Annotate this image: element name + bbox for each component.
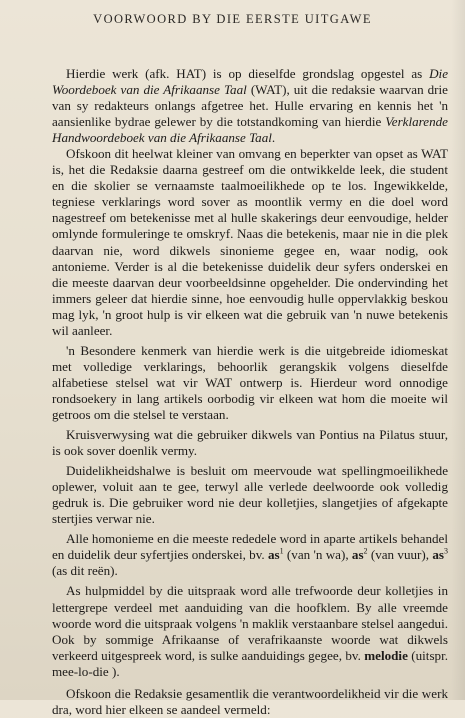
paragraph-5: Duidelikheidshalwe is besluit om meervoude wat spellingmoeilikhede oplewer, voluit aan te gee, terwyl alle verlede deelwoorde ook volledig gedruk is. Die gebruiker word nie deur kolletjies, slangetjies of afgekapte stertjies verwar nie.: [52, 463, 448, 527]
p6-headword-as2: as: [351, 547, 364, 563]
p1-title-hat: Verklarende Handwoordeboek van die Afrikaanse Taal: [52, 114, 448, 146]
paragraph-7: [52, 583, 448, 679]
p6-text-a: Alle homonieme en die meeste rededele word in aparte artikels behandel en duidelik deur syfertjies onderskei, bv.: [52, 531, 448, 563]
paragraph-1: [52, 66, 448, 146]
paragraph-4: Kruisverwysing wat die gebruiker dikwels van Pontius na Pilatus stuur, is ook sover doenlik vermy.: [52, 427, 448, 459]
preface-body: [52, 66, 448, 718]
running-head-title: VOORWOORD BY DIE EERSTE UITGAWE: [93, 12, 372, 26]
p1-text-e: .: [271, 130, 276, 146]
p6-headword-as3: as: [432, 547, 444, 563]
p6-superscript-1: 1: [279, 547, 284, 556]
paragraph-2: Ofskoon dit heelwat kleiner van omvang en beperkter van opset as WAT is, het die Redaksie daarna gestreef om die ontwikkelde leek, die student en die skolier se vernaamste taalmoeilikhede op te los. Ingewikkelde, tegniese verklarings word sover as moontlik vermy en die doel word nagestreef om betekenisse met al hulle skakerings deur eenvoudige, helder omlynde formuleringe te omskryf. Naas die betekenis, maar nie in die plek daarvan nie, word dikwels sinonieme gegee en, waar nodig, ook antonieme. Verder is al die betekenisse duidelik deur syfers onderskei en die meeste daarvan deur voorbeeldsinne opgehelder. Die ondervinding het immers geleer dat hierdie sinne, hoe eenvoudig hulle oppervlakkig beskou mag lyk, 'n groot hulp is vir elkeen wat die gebruik van 'n nuwe betekenis wil aanleer.: [52, 146, 448, 338]
paragraph-6: [52, 531, 448, 579]
p6-headword-as1: as: [267, 547, 280, 563]
paragraph-3: 'n Besondere kenmerk van hierdie werk is die uitgebreide idiomeskat met volledige verklarings, behoorlik gerangskik volgens dieselfde alfabetiese stelsel wat vir WAT ontwerp is. Hierdeur word onnodige rondsoekery in lang artikels oorbodig vir elkeen wat hom die moeite wil getroos om die stelsel te verstaan.: [52, 342, 448, 422]
p6-text-d: (as dit reën).: [52, 563, 118, 579]
p7-text-a: As hulpmiddel by die uitspraak word alle trefwoorde deur kolletjies in lettergrepe verdeel met aanduiding van die hoofklem. By alle vreemde woorde word die uitspraak volgens 'n maklik verstaanbare stelsel aangedui. Ook by sommige Afrikaanse of verafrikaanste woorde wat dikwels verkeerd uitgespreek word, is sulke aanduidings gegee, bv.: [52, 583, 448, 663]
p7-text-b: (uitspr. mee-lo-die ).: [52, 647, 448, 679]
p6-superscript-2: 2: [363, 547, 368, 556]
p6-text-b: (van 'n wa),: [283, 547, 352, 563]
p6-superscript-3: 3: [443, 547, 448, 556]
p1-title-wat: Die Woordeboek van die Afrikaanse Taal: [52, 66, 448, 98]
p6-text-c: (van vuur),: [367, 547, 433, 563]
p1-text-c: (WAT), uit die redaksie waarvan drie van sy redakteurs onlangs afgetree het. Hulle ervaring en kennis het 'n aansienlike bydrae gelewer by die totstandkoming van hierdie: [52, 82, 448, 130]
paragraph-8: Ofskoon die Redaksie gesamentlik die verantwoordelikheid vir die werk dra, word hier elkeen se aandeel vermeld:: [52, 685, 448, 717]
p7-headword-melodie: melodie: [364, 647, 408, 663]
p1-text-a: Hierdie werk (afk. HAT) is op dieselfde grondslag opgestel as: [66, 66, 430, 81]
page-edge-shadow: [451, 0, 465, 700]
